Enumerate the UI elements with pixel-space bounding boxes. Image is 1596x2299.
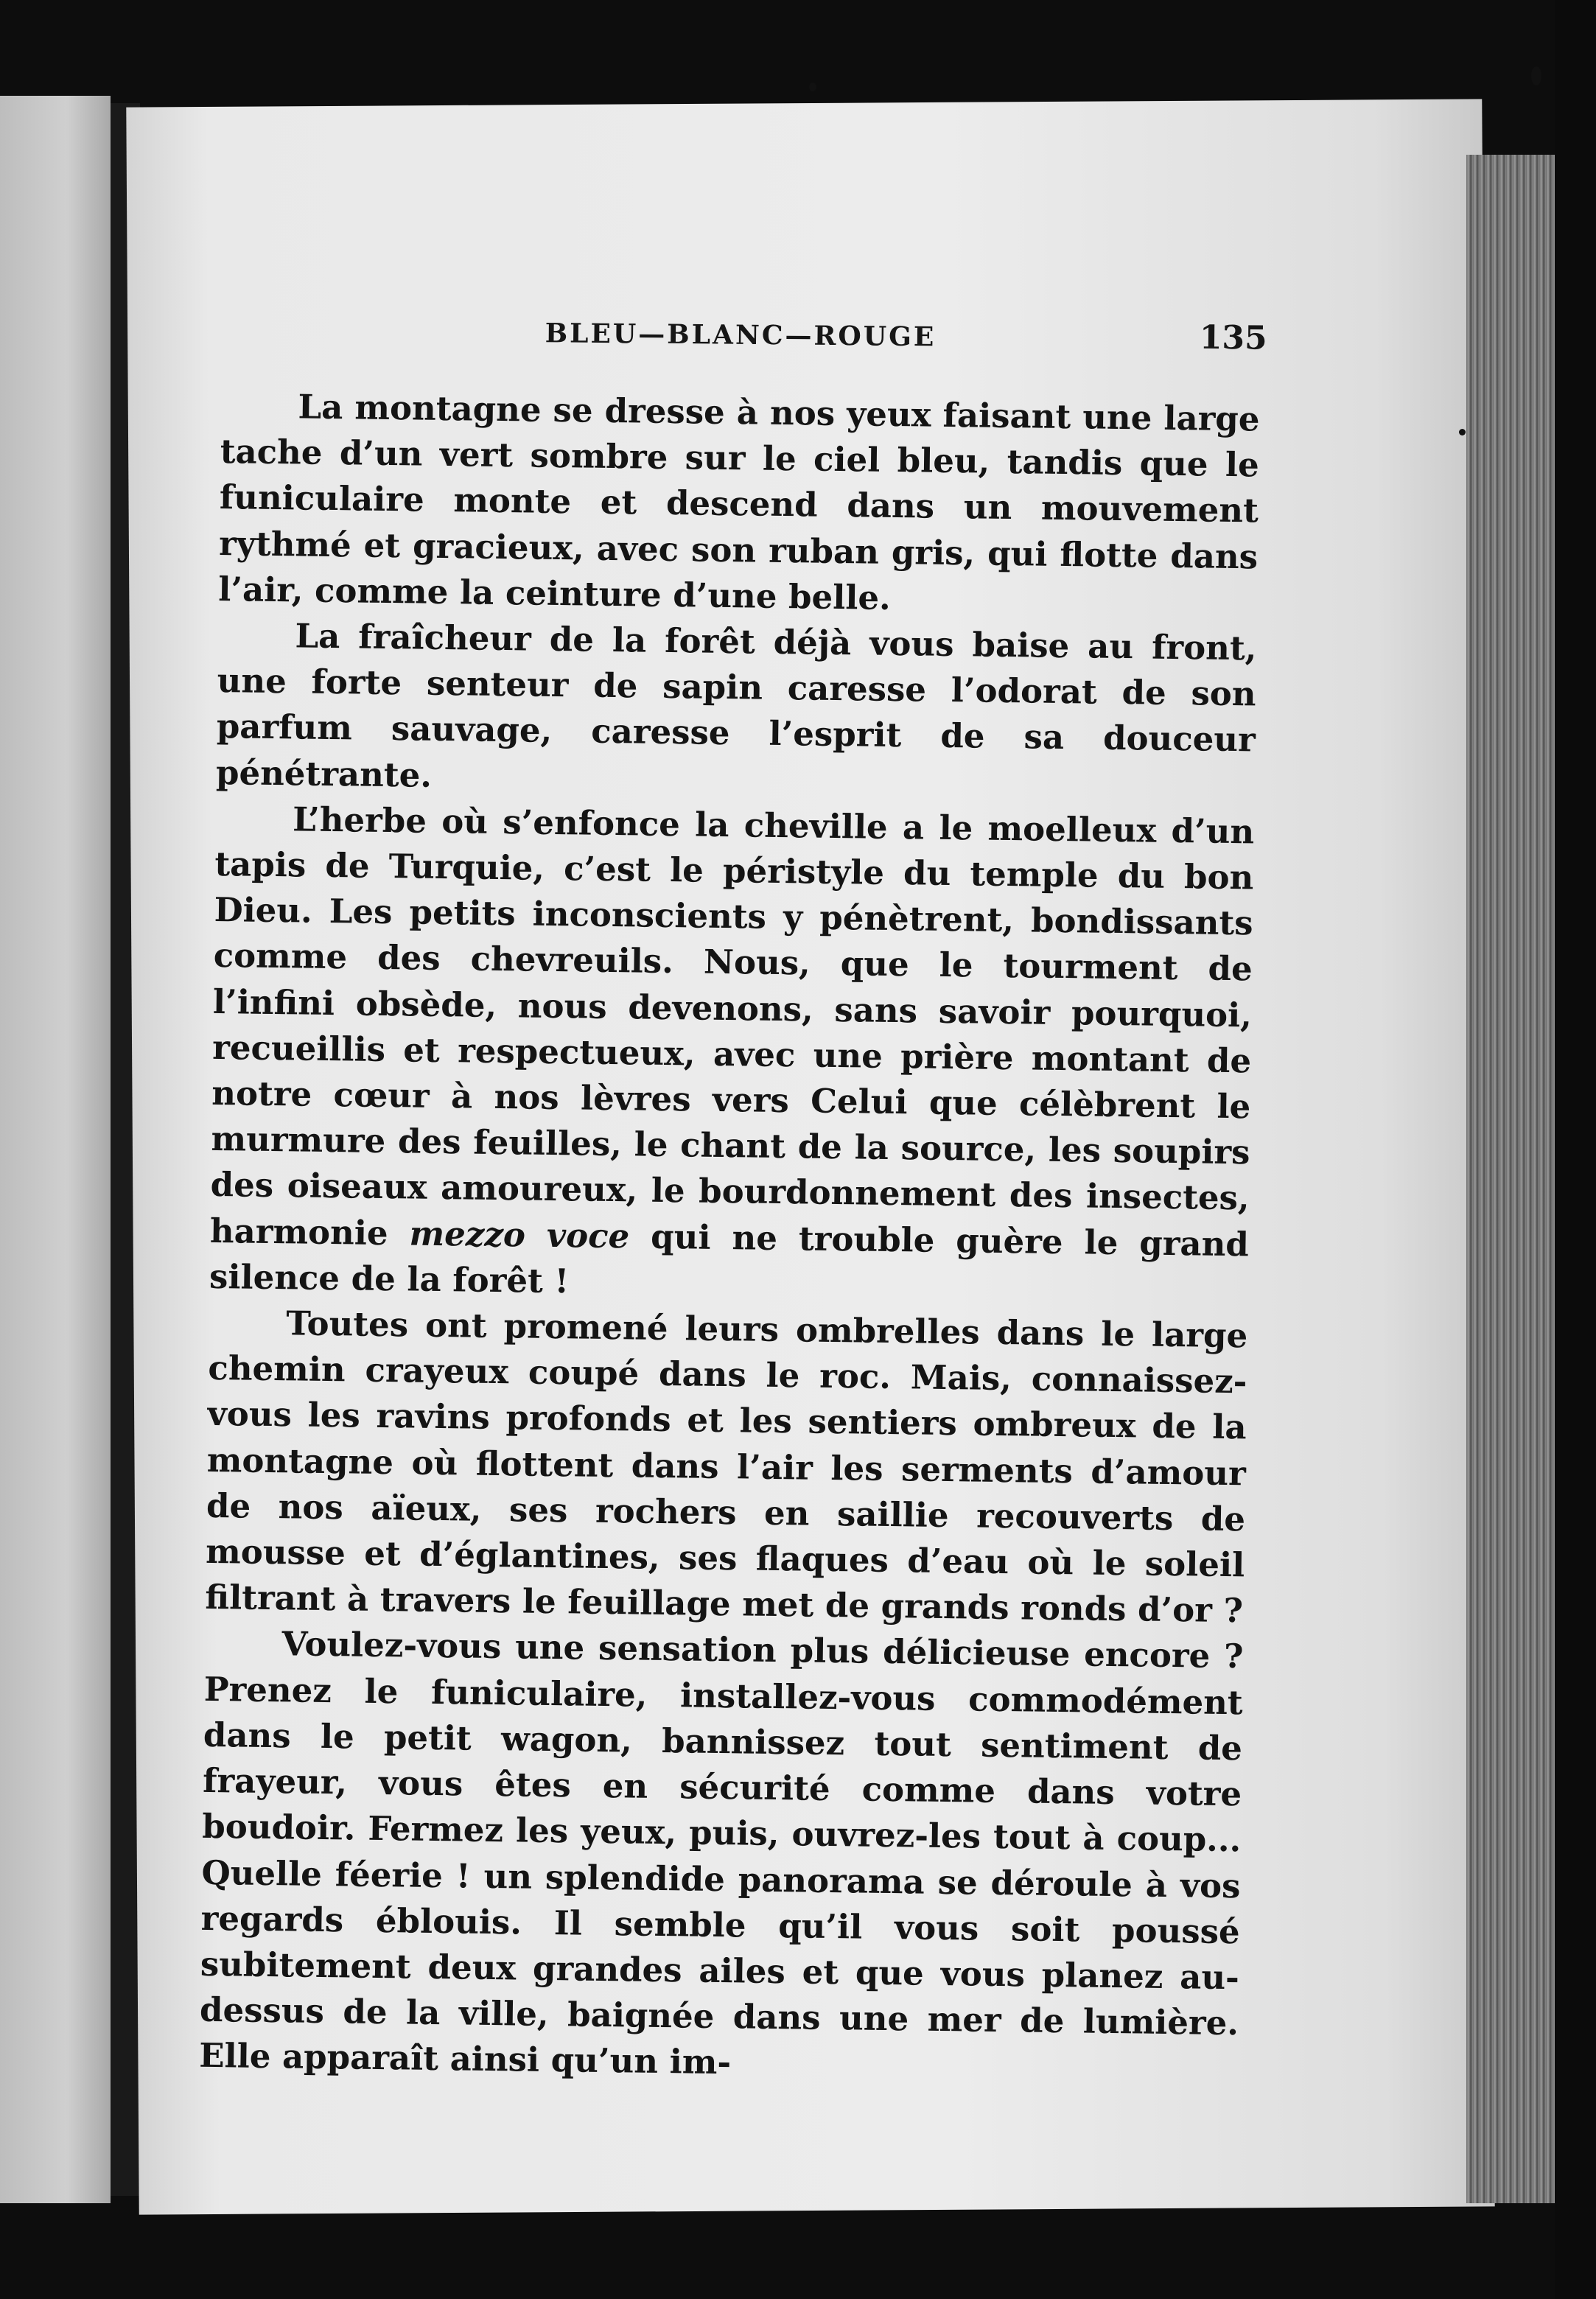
dust-speck bbox=[1531, 66, 1541, 85]
page-stack-edges bbox=[1466, 155, 1555, 2203]
paragraph: La montagne se dresse à nos yeux faisant une large tache d’un vert sombre sur le ciel bleu, tandis que le funiculaire monte et descend dans un mouvement rythmé et gracieux, avec son ruban gris, qui flotte dans l’air, comme la ceinture d’une belle. bbox=[217, 387, 1260, 617]
paragraph bbox=[209, 796, 1255, 1314]
paragraph-text: qui ne trouble guère le grand silence de la forêt ! bbox=[209, 1217, 1250, 1301]
facing-page-edge bbox=[0, 96, 111, 2203]
paragraph: La fraîcheur de la forêt déjà vous baise au front, une forte senteur de sapin caresse l’odorat de son parfum sauvage, caresse l’esprit de sa douceur pénétrante. bbox=[215, 616, 1257, 795]
dust-speck bbox=[809, 83, 816, 91]
paragraph: Voulez-vous une sensation plus délicieuse encore ? Prenez le funiculaire, installez-vous commodément dans le petit wagon, bannissez tout sentiment de frayeur, vous êtes en sécurité comme dans votre boudoir. Fermez les yeux, puis, ouvrez-les tout à coup... Quelle féerie ! un splendide panorama se déroule à vos regards éblouis. Il semble qu’il vous soit poussé subitement deux grandes ailes et que vous planez au-dessus de la ville, baignée dans une mer de lumière. Elle apparaît ainsi qu’un im- bbox=[198, 1624, 1244, 2082]
dust-speck bbox=[1459, 429, 1466, 435]
running-title: BLEU—BLANC—ROUGE bbox=[545, 318, 937, 353]
italic-phrase: mezzo voce bbox=[409, 1214, 630, 1256]
page-number: 135 bbox=[1199, 318, 1267, 357]
paragraph: Toutes ont promené leurs ombrelles dans le large chemin crayeux coupé dans le roc. Mais, connaissez-vous les ravins profonds et les sentiers ombreux de la montagne où flottent dans l’air les serments d’amour de nos aïeux, ses rochers en saillie recouverts de mousse et d’églantines, ses flaques d’eau où le soleil filtrant à travers le feuillage met de grands ronds d’or ? bbox=[205, 1304, 1248, 1631]
paragraph-text: L’herbe où s’enfonce la cheville a le moelleux d’un tapis de Turquie, c’est le péristyle du temple du bon Dieu. Les petits inconscients y pénètrent, bondissants comme des chevreuils. Nous, que le tourment de l’infini obsède, nous devenons, sans savoir pourquoi, recueillis et respectueux, avec une prière montant de notre cœur à nos lèvres vers Celui que célèbrent le murmure des feuilles, le chant de la source, les soupirs des oiseaux amoureux, le bourdonnement des insectes, harmonie bbox=[209, 799, 1255, 1253]
scan-background bbox=[1555, 0, 1596, 2299]
body-text bbox=[199, 383, 1260, 2093]
